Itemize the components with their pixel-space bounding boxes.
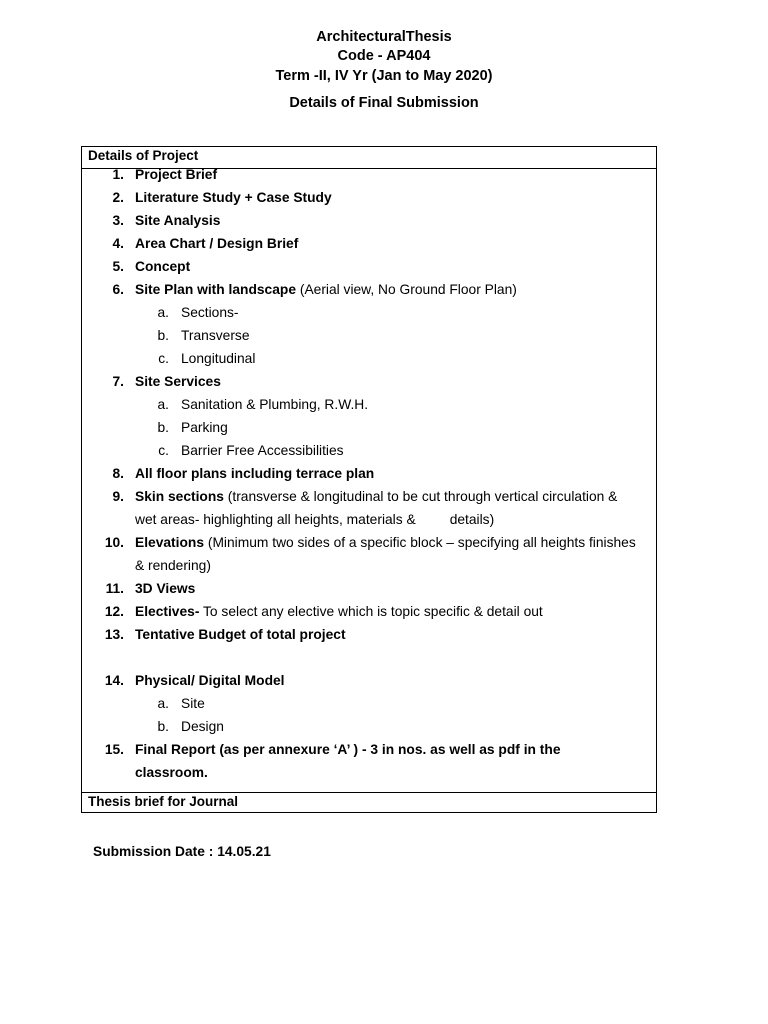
item-text [135,186,655,209]
sub-item-text: Design [181,719,224,734]
item-text [135,255,655,278]
sub-item-text: Site [181,696,205,711]
item-title: Physical/ Digital Model [135,673,285,688]
item-number: 9. [112,489,124,504]
item-number: 1. [112,167,124,182]
item-text [135,600,655,623]
item-title: All floor plans including terrace plan [135,466,375,481]
sub-item-letter: a. [157,397,169,412]
item-detail: (Aerial view, No Ground Floor Plan) [296,282,517,297]
sub-item-letter: a. [157,696,169,711]
item-detail-line2: wet areas- highlighting all heights, materials & [135,512,416,527]
table-heading: Details of Project [88,148,199,163]
item-title: Literature Study + Case Study [135,190,332,205]
item-number: 4. [112,236,124,251]
item-title: Skin sections [135,489,224,504]
item-title: Elevations [135,535,205,550]
table-footer: Thesis brief for Journal [88,794,239,809]
item-number: 12. [104,604,124,619]
item-text-continued [135,554,655,577]
sub-item-letter: c. [158,351,169,366]
item-number: 7. [112,374,124,389]
item-detail: (Minimum two sides of a specific block – specifying all heights finishes [204,535,636,550]
submission-heading: Details of Final Submission [289,95,479,111]
item-detail-line2-end: details) [449,512,495,527]
item-text [135,232,655,255]
item-title: Site Services [135,374,221,389]
item-number: 15. [104,742,124,757]
course-code: Code - AP404 [337,48,431,64]
item-text [135,738,655,761]
item-text [135,623,655,646]
item-number: 11. [105,581,124,596]
item-number: 5. [112,259,124,274]
doc-title: ArchitecturalThesis [316,29,452,45]
item-text [135,209,655,232]
sub-item-letter: b. [157,420,169,435]
sub-item-letter: c. [158,443,169,458]
item-title: Project Brief [135,167,218,182]
item-detail-line2: & rendering) [135,558,211,573]
sub-item-text: Sections- [181,305,239,320]
item-detail: To select any elective which is topic specific & detail out [199,604,543,619]
item-number: 10. [104,535,124,550]
item-text [135,577,655,600]
item-number: 6. [112,282,124,297]
item-number: 13. [104,627,124,642]
item-title: Final Report (as per annexure ‘A’ ) - 3 in nos. as well as pdf in the [135,742,561,757]
project-details-table [81,146,657,813]
term-line: Term -II, IV Yr (Jan to May 2020) [275,68,493,84]
sub-item-text: Barrier Free Accessibilities [181,443,344,458]
item-detail: (transverse & longitudinal to be cut through vertical circulation & [223,489,618,504]
item-text [135,370,655,393]
sub-item-letter: b. [157,719,169,734]
sub-item-text: Parking [181,420,228,435]
item-number: 3. [112,213,124,228]
item-text-continued [135,508,655,531]
item-number: 14. [104,673,124,688]
item-text [135,669,655,692]
item-title: 3D Views [135,581,196,596]
item-title: Tentative Budget of total project [135,627,346,642]
item-number: 2. [112,190,124,205]
sub-item-text: Longitudinal [181,351,256,366]
item-text [135,531,655,554]
item-title: Site Analysis [135,213,221,228]
item-title: Area Chart / Design Brief [135,236,299,251]
item-text [135,163,655,186]
submission-date: Submission Date : 14.05.21 [93,844,271,859]
table-divider-bottom [82,792,656,793]
sub-item-text: Transverse [181,328,250,343]
item-text [135,462,655,485]
item-title: Concept [135,259,191,274]
sub-item-letter: b. [157,328,169,343]
sub-item-letter: a. [157,305,169,320]
item-text-continued [135,761,655,784]
item-text [135,278,655,301]
item-title: Site Plan with landscape [135,282,297,297]
item-number: 8. [112,466,124,481]
item-title-line2: classroom. [135,765,208,780]
item-title: Electives- [135,604,200,619]
sub-item-text: Sanitation & Plumbing, R.W.H. [181,397,369,412]
item-text [135,485,655,508]
